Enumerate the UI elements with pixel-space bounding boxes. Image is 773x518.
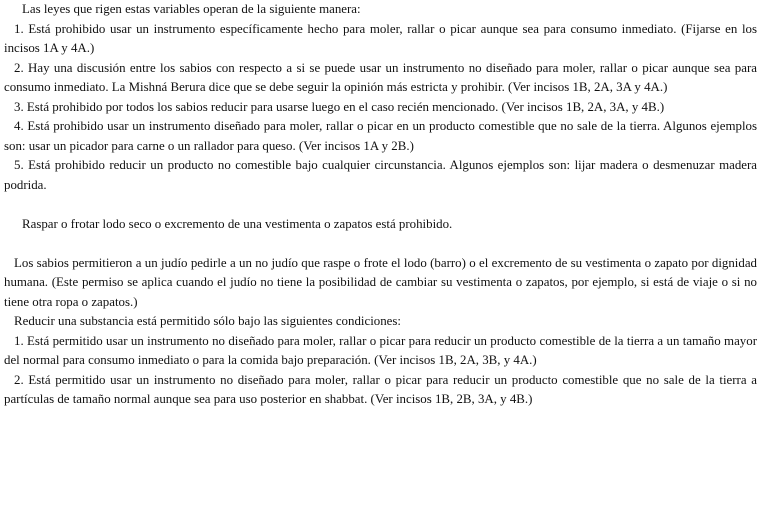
- prohibited-rule-1: 1. Está prohibido usar un instrumento específicamente hecho para moler, rallar o picar aunque sea para consumo inmediato. (Fijarse en los incisos 1A y 4A.): [4, 21, 757, 55]
- spacer: [4, 234, 757, 254]
- prohibited-rule-4: 4. Está prohibido usar un instrumento diseñado para moler, rallar o picar en un producto comestible que no sale de la tierra. Algunos ejemplos son: usar un picador para carne o un rallador para queso. (Ver incisos 1A y 2B.): [4, 119, 757, 153]
- intro-paragraph: Las leyes que rigen estas variables operan de la siguiente manera:: [22, 2, 361, 16]
- permitted-condition-2: 2. Está permitido usar un instrumento no diseñado para moler, rallar o picar para reducir un producto comestible que no sale de la tierra a partículas de tamaño normal aunque sea para uso posterior en shabbat. (Ver incisos 1B, 2B, 3A, y 4B.): [4, 372, 757, 406]
- permitted-condition-1: 1. Está permitido usar un instrumento no diseñado para moler, rallar o picar para reducir un producto comestible de la tierra a un tamaño mayor del normal para consumo inmediato o para la comida bajo preparación. (Ver incisos 1B, 2A, 3B, y 4A.): [4, 333, 757, 367]
- prohibited-rule-5: 5. Está prohibido reducir un producto no comestible bajo cualquier circunstancia. Algunos ejemplos son: lijar madera o desmenuzar madera podrida.: [4, 158, 757, 192]
- prohibited-rule-3: 3. Está prohibido por todos los sabios reducir para usarse luego en el caso recién mencionado. (Ver incisos 1B, 2A, 3A, y 4B.): [14, 99, 665, 114]
- prohibited-rule-2: 2. Hay una discusión entre los sabios con respecto a si se puede usar un instrumento no diseñado para moler, rallar o picar aunque sea para consumo inmediato. La Mishná Berura dice que se debe seguir la opinión más estricta y prohibir. (Ver incisos 1B, 2A, 3A y 4A.): [4, 60, 757, 94]
- spacer: [4, 195, 757, 215]
- scrape-rule-paragraph: Raspar o frotar lodo seco o excremento de una vestimenta o zapatos está prohibido.: [22, 216, 453, 231]
- permitted-intro-paragraph: Reducir una substancia está permitido sólo bajo las siguientes condiciones:: [14, 314, 401, 328]
- dignity-rule-paragraph: Los sabios permitieron a un judío pedirle a un no judío que raspe o frote el lodo (barro) o el excremento de su vestimenta o zapato por dignidad humana. (Este permiso se aplica cuando el judío no tiene la posibilidad de cambiar su vestimenta o zapatos, por ejemplo, si está de viaje o si no tiene otra ropa o zapatos.): [4, 255, 757, 309]
